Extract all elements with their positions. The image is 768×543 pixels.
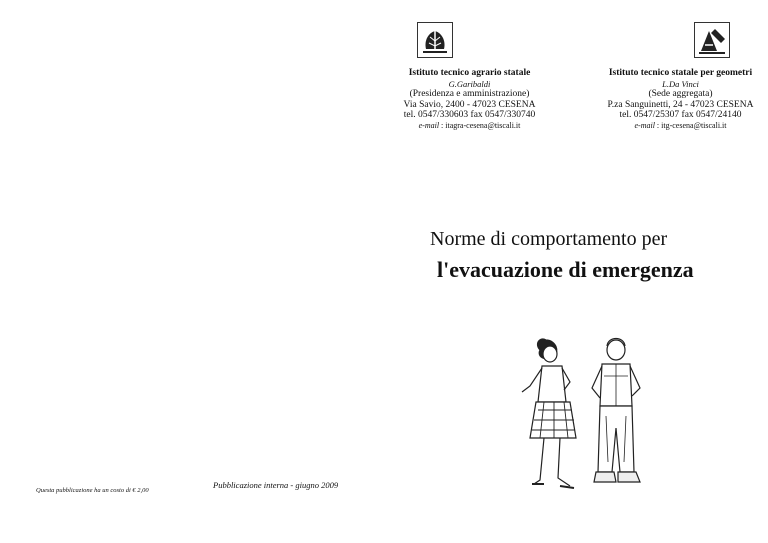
institute-role: (Sede aggregata): [648, 89, 713, 99]
geometri-logo-icon: [694, 22, 730, 58]
email-label: e-mail: [418, 120, 440, 130]
institute-name: Istituto tecnico agrario statale: [408, 68, 531, 78]
institute-name: Istituto tecnico statale per geometri: [608, 68, 753, 78]
institute-subname: G.Garibaldi: [448, 78, 491, 89]
institute-phone: tel. 0547/25307 fax 0547/24140: [619, 110, 742, 120]
institute-phone: tel. 0547/330603 fax 0547/330740: [403, 110, 536, 120]
children-illustration: [508, 332, 656, 494]
agrario-logo-icon: [417, 22, 453, 58]
geometri-institute-block: [598, 68, 763, 131]
title-line-1: Norme di comportamento per: [430, 228, 668, 250]
institute-address: P.za Sanguinetti, 24 - 47023 CESENA: [607, 99, 754, 110]
institute-email[interactable]: [392, 121, 547, 132]
title-line-2: l'evacuazione di emergenza: [437, 257, 694, 282]
email-address: : itagra-cesena@tiscali.it: [439, 120, 521, 130]
agrario-institute-block: [392, 68, 547, 131]
email-label: e-mail: [634, 120, 655, 130]
institute-subname: L.Da Vinci: [662, 78, 699, 89]
institute-address: Via Savio, 2400 - 47023 CESENA: [403, 99, 536, 110]
email-address: : itg-cesena@tiscali.it: [654, 120, 727, 130]
institute-role: (Presidenza e amministrazione): [409, 89, 530, 99]
cost-note: Questa pubblicazione ha un costo di € 2,00: [36, 487, 149, 494]
publication-note: Pubblicazione interna - giugno 2009: [213, 480, 339, 490]
institute-email[interactable]: [598, 121, 763, 132]
